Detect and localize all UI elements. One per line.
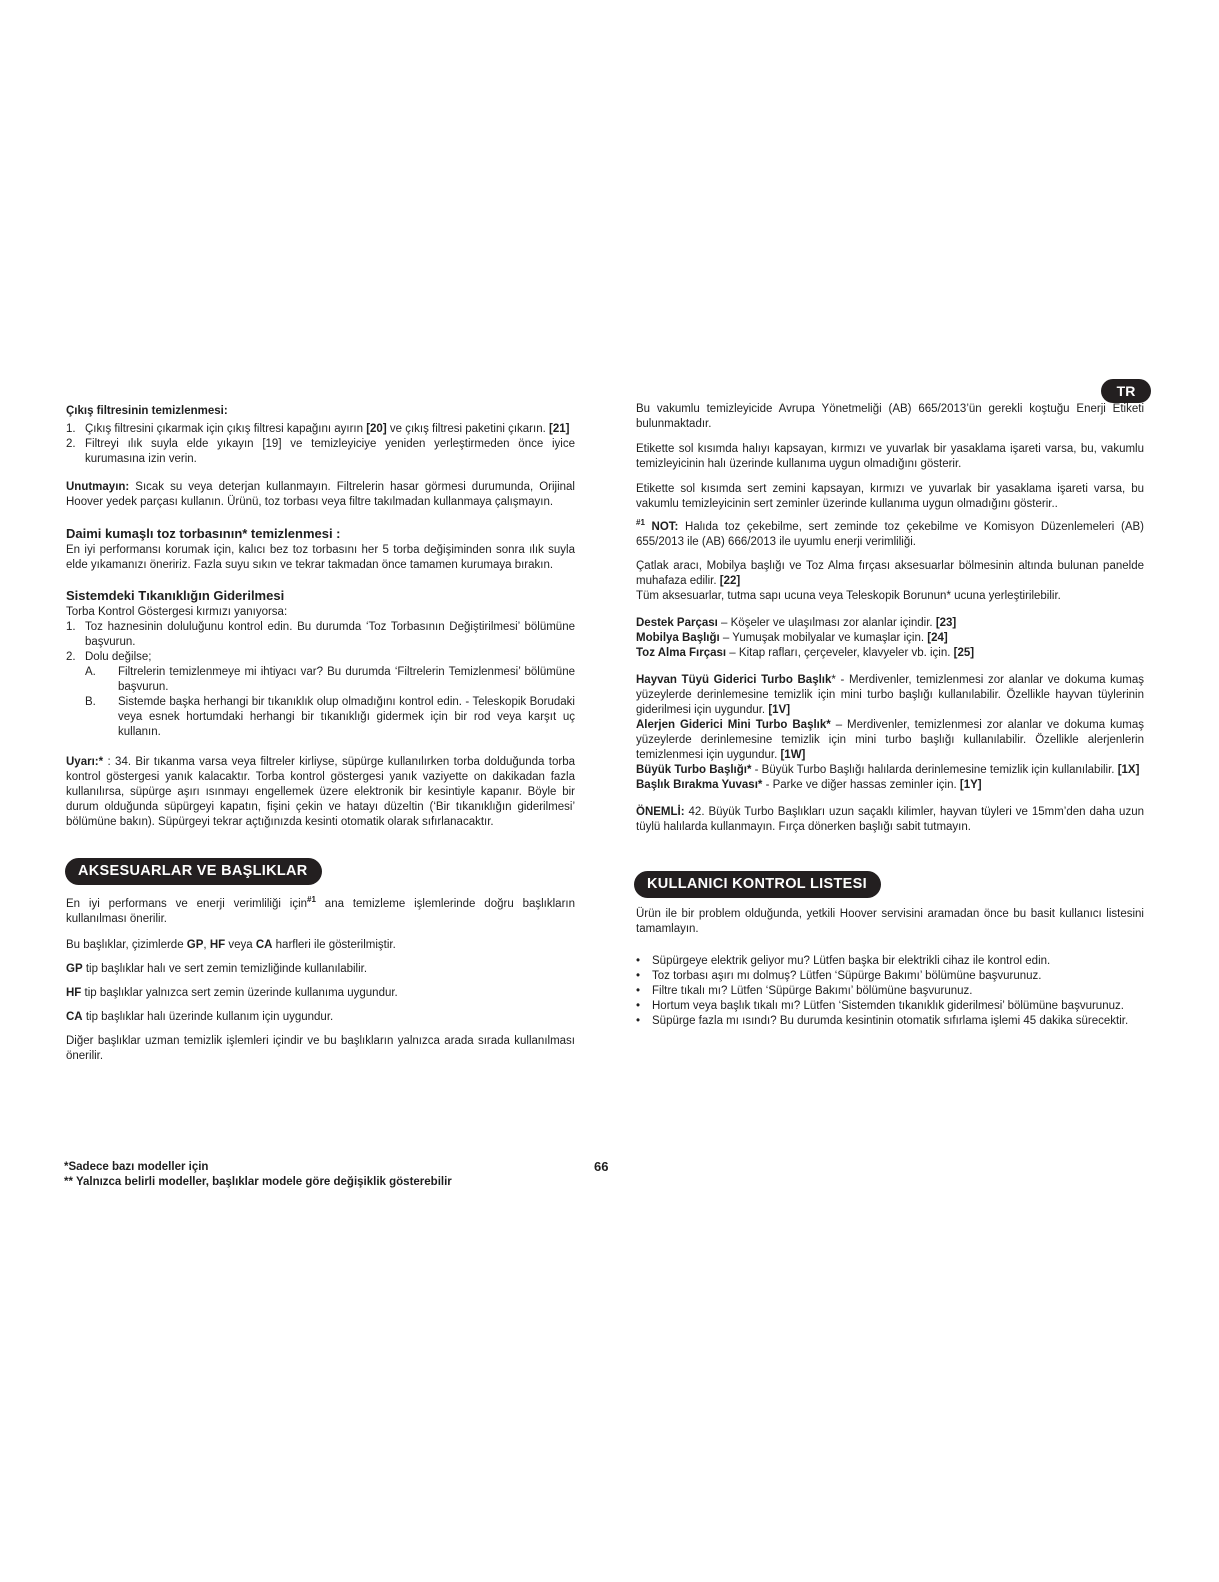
list-number: 1. [66,621,76,633]
code-ca: CA [255,939,273,951]
language-badge: TR [1101,379,1151,403]
text: veya [225,939,256,951]
figure-ref: [1Y] [959,779,982,791]
important-paragraph [636,805,1144,835]
head-text: - Parke ve diğer hassas zeminler için. [762,779,960,791]
accessories-intro [66,897,575,927]
hf-paragraph [66,986,575,1001]
fitting-paragraph: Tüm aksesuarlar, tutma sapı ucuna veya Teleskopik Borunun* ucuna yerleştirilebilir. [636,590,1061,602]
checklist [636,954,1144,1029]
outlet-filter-steps [66,422,575,467]
list-item [85,665,575,695]
code-hf: HF [66,987,82,999]
list-letter: B. [85,696,96,708]
list-item [85,695,575,740]
storage-paragraph [636,559,1144,589]
tool-item [636,616,1144,631]
accessories-letters [66,938,575,953]
head-name: Hayvan Tüyü Giderici Turbo Başlık [636,674,832,686]
text: tip başlıklar yalnızca sert zemin üzerinde kullanıma uygundur. [81,987,398,999]
hard-floor-label-paragraph: Etikette sol kısımda sert zemini kapsayan, kırmızı ve yuvarlak bir yasaklama işareti varsa, bu vakumlu temizleyicinin sert zeminler üzerinde kullanıma uygun olmadığını gösterir.. [636,483,1144,510]
other-heads-paragraph: Diğer başlıklar uzman temizlik işlemleri içindir ve bu başlıkların yalnızca arada sırada kullanılması önerilir. [66,1035,575,1062]
list-text: Sistemde başka herhangi bir tıkanıklık olup olmadığını kontrol edin. - Teleskopik Borudaki veya esnek hortumdaki herhangi bir tıkanıklığı gidermek için bir rod veya karşıt uç kullanın. [118,696,575,738]
left-column [66,404,575,1064]
text: tip başlıklar halı üzerinde kullanım için uygundur. [82,1011,334,1023]
blockage-title: Sistemdeki Tıkanıklığın Giderilmesi [66,588,285,603]
reminder-paragraph [66,480,575,510]
list-text: Filtrelerin temizlenmeye mi ihtiyacı var? Bu durumda ‘Filtrelerin Temizlenmesi’ bölümüne başvurun. [118,666,575,693]
figure-ref: [21] [549,423,570,435]
reminder-label: Unutmayın: [66,481,130,493]
head-text: * - Merdivenler, temizlenmesi zor alanlar ve dokuma kumaş yüzeylerde derinlemesine temizlik için mini turbo başlığı kullanılabilir. Özellikle hayvan tüylerinin giderilmesi için uygundur. [636,674,1144,716]
checklist-item: • Süpürge fazla mı ısındı? Bu durumda kesintinin otomatik sıfırlama işlemi 45 dakika sürecektir. [636,1014,1144,1029]
text: tip başlıklar halı ve sert zemin temizliğinde kullanılabilir. [82,963,368,975]
text: , [203,939,210,951]
head-text: - Büyük Turbo Başlığı halılarda derinlemesine temizlik için kullanılabilir. [751,764,1118,776]
ca-paragraph [66,1010,575,1025]
code-hf: HF [209,939,226,951]
tool-name: Toz Alma Fırçası [636,647,727,659]
checklist-item: • Süpürgeye elektrik geliyor mu? Lütfen başka bir elektrikli cihaz ile kontrol edin. [636,954,1144,969]
tool-item [636,631,1144,646]
head-name: Alerjen Giderici Mini Turbo Başlık* [636,719,831,731]
figure-ref: [20] [366,423,387,435]
code-gp: GP [66,963,83,975]
text: Çatlak aracı, Mobilya başlığı ve Toz Alma fırçası aksesuarlar bölmesinin altında bulunan panelde muhafaza edilir. [636,560,1144,587]
footnote-marker: #1 [636,518,645,528]
list-item [66,422,575,437]
list-text: Çıkış filtresini çıkarmak için çıkış filtresi kapağını ayırın [85,423,367,435]
warning-label: Uyarı:* [66,756,104,768]
figure-ref: [1W] [780,749,806,761]
figure-ref: [23] [935,617,957,629]
list-letter: A. [85,666,96,678]
list-item [66,620,575,650]
list-text: ve çıkış filtresi paketini çıkarın. [386,423,549,435]
heads-list [636,673,1144,793]
page-number: 66 [594,1159,609,1174]
code-ca: CA [66,1011,83,1023]
list-text: Filtreyi ılık suyla elde yıkayın [19] ve temizleyiciye yeniden yerleştirmeden önce iyice kurumasına izin verin. [85,438,575,465]
list-text: Toz haznesinin doluluğunu kontrol edin. Bu durumda ‘Toz Torbasının Değiştirilmesi’ bölümüne başvurun. [85,621,575,648]
head-name: Başlık Bırakma Yuvası* [636,779,763,791]
head-item [636,778,1144,793]
list-text: Dolu değilse; [85,651,152,663]
tool-name: Destek Parçası [636,617,718,629]
tool-item [636,646,1144,661]
figure-ref: [1V] [768,704,791,716]
note-label: NOT: [644,521,679,533]
code-gp: GP [186,939,204,951]
important-label: ÖNEMLİ: [636,806,685,818]
figure-ref: [1X] [1117,764,1140,776]
head-item [636,763,1144,778]
tools-list [636,616,1144,661]
checklist-item: • Filtre tıkalı mı? Lütfen ‘Süpürge Bakımı’ bölümüne başvurunuz. [636,984,1144,999]
text: Bu başlıklar, çizimlerde [66,939,187,951]
list-number: 2. [66,651,76,663]
footnotes [64,1160,452,1190]
bag-cleaning-text: En iyi performansı korumak için, kalıcı bez toz torbasını her 5 torba değişiminden sonra ılık suyla elde yıkamanızı öneririz. Fazla suyu sıkın ve tekrar takmadan önce tamamen kurumaya bırakın. [66,544,575,571]
bag-cleaning-title: Daimi kumaşlı toz torbasının* temizlenmesi : [66,526,341,541]
outlet-filter-title: Çıkış filtresinin temizlenmesi: [66,405,228,417]
head-item [636,718,1144,763]
footnote-marker: #1 [307,895,316,905]
figure-ref: [24] [927,632,948,644]
checklist-item: • Toz torbası aşırı mı dolmuş? Lütfen ‘Süpürge Bakımı’ bölümüne başvurunuz. [636,969,1144,984]
tool-text: – Yumuşak mobilyalar ve kumaşlar için. [719,632,928,644]
right-column [636,402,1144,1029]
reminder-text: Sıcak su veya deterjan kullanmayın. Filtrelerin hasar görmesi durumunda, Orijinal Hoover yedek parçası kullanın. Ürünü, toz torbası veya filtre takılmadan kullanmaya çalışmayın. [66,481,575,508]
tool-text: – Köşeler ve ulaşılması zor alanlar içindir. [717,617,936,629]
head-name: Büyük Turbo Başlığı* [636,764,752,776]
figure-ref: [25] [953,647,975,659]
head-text: – Merdivenler, temizlenmesi zor alanlar ve dokuma kumaş yüzeylerde derinlemesine temizlik için mini turbo başlığı kullanılabilir. Özellikle alerjenlerin temizlenmesi için uygundur. [636,719,1144,761]
list-item [66,437,575,467]
warning-paragraph [66,755,575,830]
blockage-intro: Torba Kontrol Göstergesi kırmızı yanıyorsa: [66,606,288,618]
list-number: 1. [66,423,76,435]
important-text: 42. Büyük Turbo Başlıkları uzun saçaklı kilimler, hayvan tüyleri ve 15mm’den daha uzun tüylü halılarda kullanmayın. Fırça dönerken başlığı sabit tutmayın. [636,806,1144,833]
blockage-substeps [66,665,575,740]
text: harfleri ile gösterilmiştir. [272,939,396,951]
list-number: 2. [66,438,76,450]
checklist-section-header: KULLANICI KONTROL LISTESI [634,871,881,898]
tool-text: – Kitap rafları, çerçeveler, klavyeler vb. için. [726,647,954,659]
checklist-item: • Hortum veya başlık tıkalı mı? Lütfen ‘Sistemden tıkanıklık giderilmesi’ bölümüne başvurunuz. [636,999,1144,1014]
energy-label-paragraph: Bu vakumlu temizleyicide Avrupa Yönetmeliği (AB) 665/2013’ün gerekli koştuğu Enerji Etiketi bulunmaktadır. [636,403,1144,430]
text: ana temizleme işlemlerinde doğru başlıkların kullanılması önerilir. [66,898,575,925]
tool-name: Mobilya Başlığı [636,632,720,644]
warning-text: : 34. Bir tıkanma varsa veya filtreler kirliyse, süpürge kullanılırken torba dolduğunda torba kontrol göstergesi yanık kalacaktır. Torba kontrol göstergesi yanık vaziyette on dakikadan fazla kullanılırsa, süpürge aşırı ısınmayı engellemek üzere elektronik bir kesintiyle kapanır. Böyle bir durum olduğunda süpürgeyi kapatın, fişini çekin ve hatayı düzeltin (‘Bir tıkanıklığın giderilmesi’ bölümüne bakın). Süpürgeyi tekrar açtığınızda kesinti otomatik olarak sıfırlanacaktır. [66,756,575,828]
figure-ref: [22] [719,575,741,587]
note-paragraph [636,520,1144,550]
checklist-intro: Ürün ile bir problem olduğunda, yetkili Hoover servisini aramadan önce bu basit kullanıcı listesini tamamlayın. [636,908,1144,935]
accessories-section-header: AKSESUARLAR VE BAŞLIKLAR [65,858,322,885]
text: En iyi performans ve enerji verimliliği için [66,898,308,910]
carpet-label-paragraph: Etikette sol kısımda halıyı kapsayan, kırmızı ve yuvarlak bir yasaklama işareti varsa, bu, vakumlu temizleyicinin halı üzerinde kullanıma uygun olmadığını gösterir. [636,443,1144,470]
note-text: Halıda toz çekebilme, sert zeminde toz çekebilme ve Komisyon Düzenlemeleri (AB) 655/2013 ile (AB) 666/2013 ile uyumlu enerji verimliliği. [636,521,1144,548]
blockage-steps [66,620,575,665]
list-item [66,650,575,665]
head-item [636,673,1144,718]
footnote: *Sadece bazı modeller için [64,1161,209,1173]
footnote: ** Yalnızca belirli modeller, başlıklar modele göre değişiklik gösterebilir [64,1176,452,1188]
gp-paragraph [66,962,575,977]
